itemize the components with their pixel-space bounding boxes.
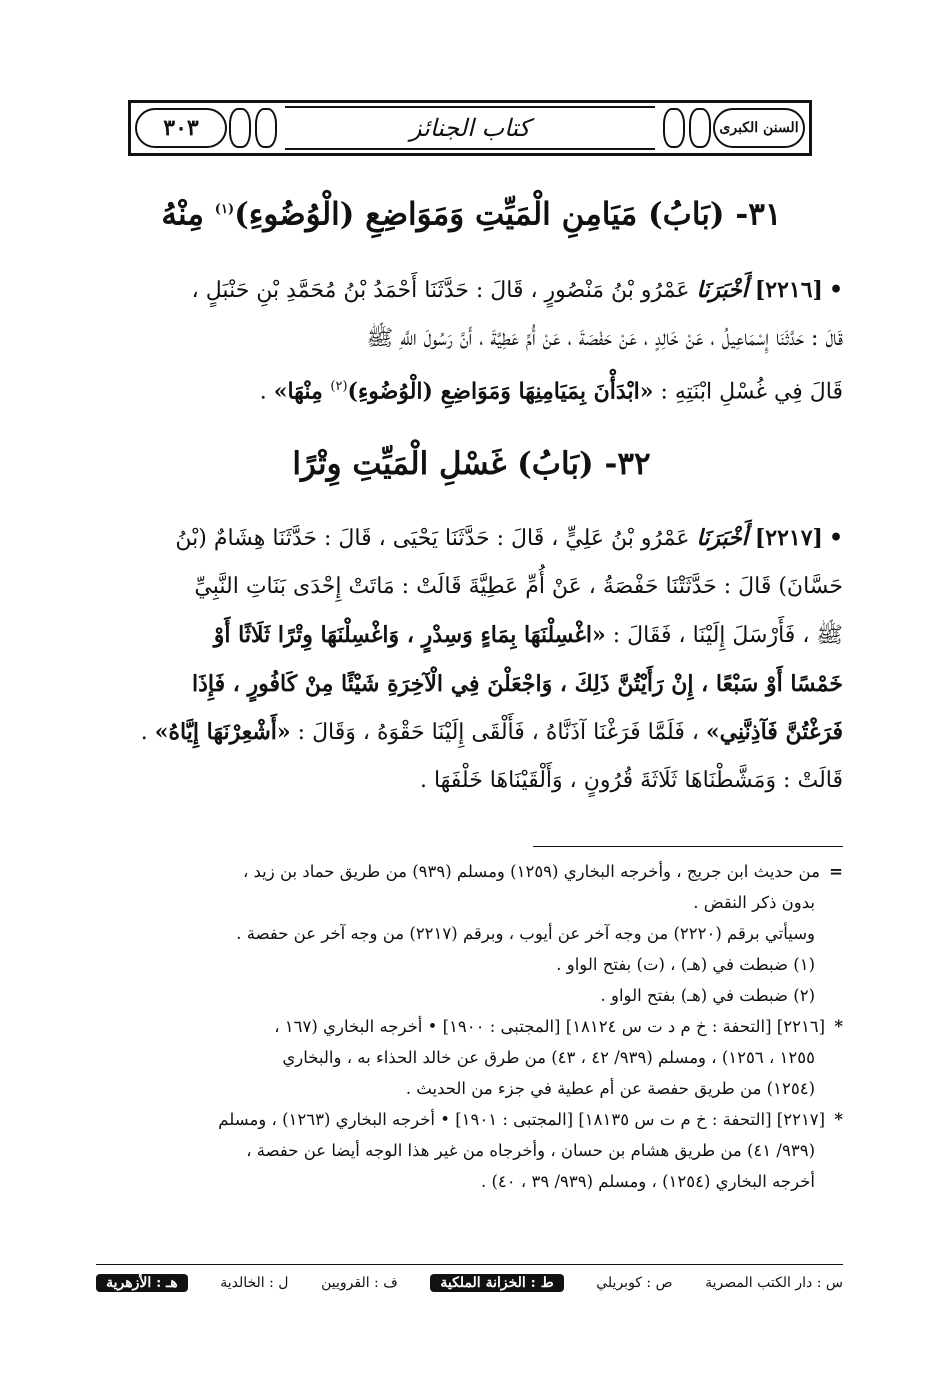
sigla-divider	[96, 1264, 843, 1265]
footnote-line: أخرجه البخاري (١٢٥٤) ، ومسلم (٩٣٩/ ٣٩ ، ٤٠) .	[480, 1172, 815, 1191]
footnote-line: (٩٣٩/ ٤١) من طريق هشام بن حسان ، وأخرجاه من غير هذا الوجه أيضا عن حفصة ،	[246, 1141, 815, 1160]
hadith-line: قَالَتْ : وَمَشَّطْنَاهَا ثَلَاثَةَ قُرُونٍ ، وَأَلْقَيْنَاهَا خَلْفَهَا .	[419, 768, 843, 793]
publisher-logo: السنن الكبرى	[713, 108, 805, 148]
siglum-ha: هـ : الأزهرية	[96, 1274, 188, 1292]
footnote-line: (١٢٥٤) من طريق حفصة عن أم عطية في جزء من الحديث .	[405, 1079, 815, 1098]
siglum-sad: ص : كوبريلي	[596, 1275, 673, 1291]
chapter-title-32: ٣٢- (بَابُ) غَسْلِ الْمَيِّتِ وِتْرًا	[292, 446, 651, 482]
siglum-ta: ط : الخزانة الملكية	[430, 1274, 563, 1292]
hadith-line: قَالَ : حَدَّثَنَا إِسْمَاعِيلُ ، عَنْ خَالِدٍ ، عَنْ حَفْصَةَ ، عَنْ أُمِّ عَطِيَّةَ ، أَنَّ رَسُولَ اللَّهِ ﷺ	[366, 326, 843, 351]
footnote-divider	[533, 846, 843, 847]
takhrij-2216: * [٢٢١٦] [التحفة : خ م د ت س ١٨١٢٤] [المجتبى : ١٩٠٠] • أخرجه البخاري (١٦٧ ،	[274, 1017, 843, 1036]
footnote-line: وسيأتي برقم (٢٢٢٠) من وجه آخر عن أيوب ، وبرقم (٢٢١٧) من وجه آخر عن حفصة .	[236, 924, 815, 943]
manuscript-sigla	[96, 1270, 843, 1296]
ornament-knot-icon	[689, 108, 711, 148]
footnote-line: = من حديث ابن جريج ، وأخرجه البخاري (١٢٥٩) ومسلم (٩٣٩) من طريق حماد بن زيد ،	[242, 862, 843, 881]
book-title: كتاب الجنائز	[285, 106, 655, 150]
takhrij-2217: * [٢٢١٧] [التحفة : خ م ت س ١٨١٣٥] [المجتبى : ١٩٠١] • أخرجه البخاري (١٢٦٣) ، ومسلم	[218, 1110, 843, 1129]
ornament-knot-icon	[229, 108, 251, 148]
page-header	[128, 100, 812, 156]
siglum-sin: س : دار الكتب المصرية	[705, 1275, 843, 1291]
hadith-line: ﷺ ، فَأَرْسَلَ إِلَيْنَا ، فَقَالَ : «اغْسِلْنَهَا بِمَاءٍ وَسِدْرٍ ، وَاغْسِلْنَهَا وِتْرًا ثَلَاثًا أَوْ	[213, 622, 843, 648]
footnote-line: ١٢٥٥ ، ١٢٥٦) ، ومسلم (٩٣٩/ ٤٢ ، ٤٣) من طرق عن خالد الحذاء به ، والبخاري	[282, 1048, 815, 1067]
hadith-line: خَمْسًا أَوْ سَبْعًا ، إِنْ رَأَيْتُنَّ ذَلِكَ ، وَاجْعَلْنَ فِي الْآخِرَةِ شَيْئًا مِنْ كَافُورٍ ، فَإِذَا	[191, 671, 843, 697]
hadith-2217	[96, 514, 843, 805]
siglum-lam: ل : الخالدية	[220, 1275, 289, 1291]
chapter-title-31: ٣١- (بَابُ) مَيَامِنِ الْمَيِّتِ وَمَوَاضِعِ (الْوُضُوءِ)$^{(١)}$ مِنْهُ	[161, 196, 782, 233]
hadith-2216	[96, 266, 843, 416]
hadith-line: قَالَ فِي غُسْلِ ابْنَتِهِ : «ابْدَأْنَ بِمَيَامِنِهَا وَمَوَاضِعِ (الْوُضُوءِ)$^{(٢)}$ مِنْهَا» .	[259, 378, 843, 405]
footnote-1: (١) ضبطت في (هـ) ، (ت) بفتح الواو .	[556, 955, 815, 974]
ornament-knot-icon	[663, 108, 685, 148]
hadith-line: فَرَغْتُنَّ فَآذِنَّنِي» ، فَلَمَّا فَرَغْنَا آذَنَّاهُ ، فَأَلْقَى إِلَيْنَا حَقْوَهُ ، وَقَالَ : «أَشْعِرْنَهَا إِيَّاهُ» .	[140, 719, 843, 745]
hadith-line: •[٢٢١٧] أَخْبَرَنَا عَمْرُو بْنُ عَلِيٍّ ، قَالَ : حَدَّثَنَا يَحْيَى ، قَالَ : حَدَّثَنَا هِشَامٌ (بْنُ	[175, 525, 843, 551]
hadith-line: •[٢٢١٦] أَخْبَرَنَا عَمْرُو بْنُ مَنْصُورٍ ، قَالَ : حَدَّثَنَا أَحْمَدُ بْنُ مُحَمَّدِ بْنِ حَنْبَلٍ ،	[191, 277, 843, 303]
footnotes	[96, 856, 843, 1197]
hadith-line: حَسَّانَ) قَالَ : حَدَّثَتْنَا حَفْصَةُ ، عَنْ أُمِّ عَطِيَّةَ قَالَتْ : مَاتَتْ إِحْدَى بَنَاتِ النَّبِيِّ	[194, 574, 843, 599]
footnote-2: (٢) ضبطت في (هـ) بفتح الواو .	[600, 986, 815, 1005]
footnote-line: بدون ذكر النقض .	[693, 893, 815, 912]
siglum-fa: ف : القرويين	[321, 1275, 398, 1291]
page-number: ٣٠٣	[135, 108, 227, 148]
ornament-knot-icon	[255, 108, 277, 148]
